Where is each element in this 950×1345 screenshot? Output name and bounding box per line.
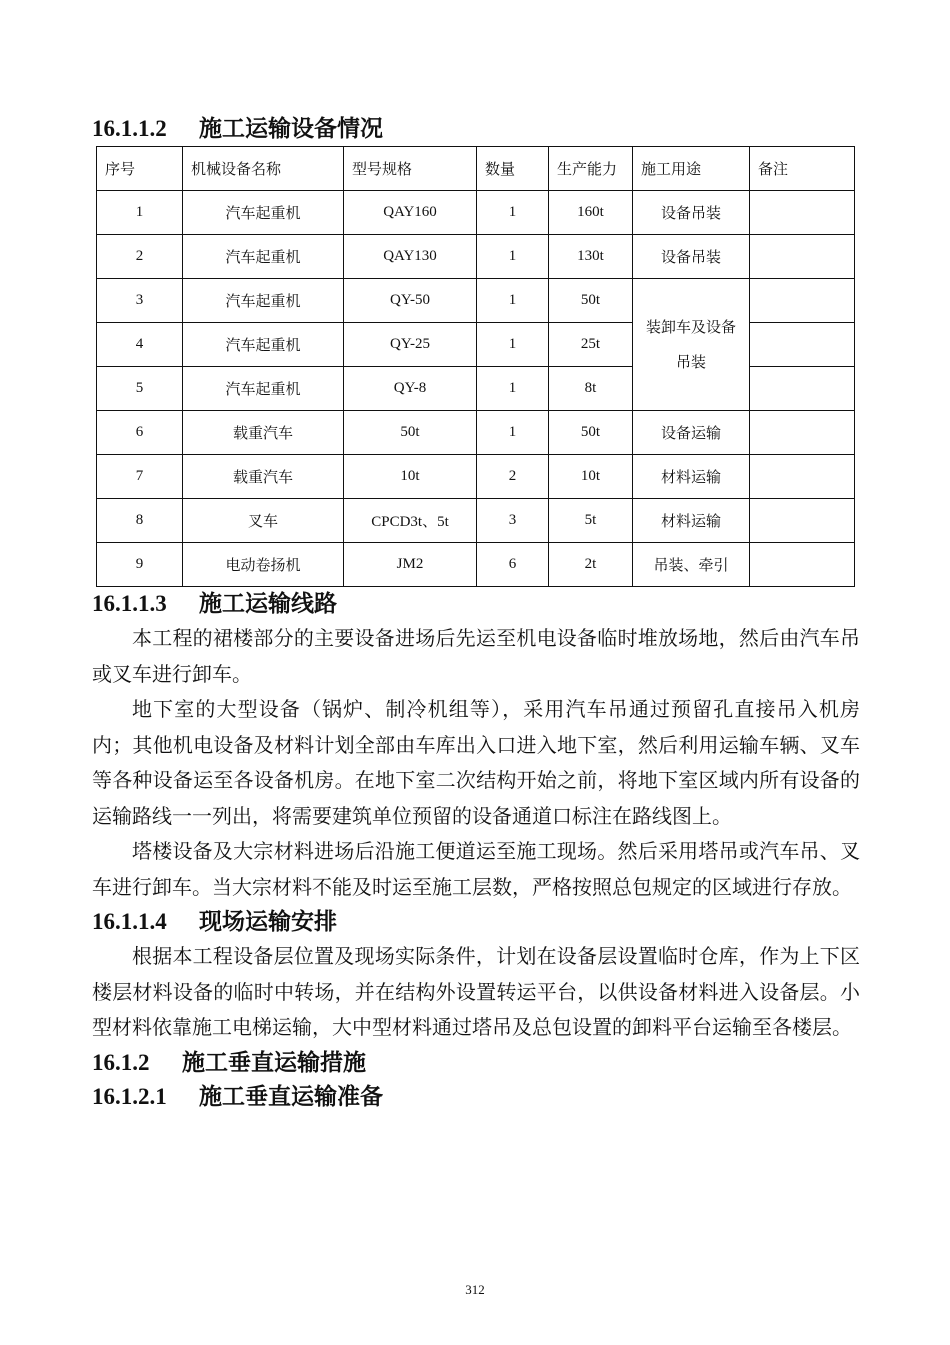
use-cell: 材料运输 xyxy=(633,455,750,499)
row-number-cell: 9 xyxy=(97,543,183,587)
table-header-cell: 型号规格 xyxy=(344,147,477,191)
merged-use-cell: 装卸车及设备吊装 xyxy=(633,279,750,411)
model-cell: QAY160 xyxy=(344,191,477,235)
equipment-name-cell: 汽车起重机 xyxy=(183,279,344,323)
table-row xyxy=(97,279,855,323)
row-number-cell: 2 xyxy=(97,235,183,279)
table-header-row xyxy=(97,147,855,191)
equipment-name-cell: 汽车起重机 xyxy=(183,323,344,367)
quantity-cell: 3 xyxy=(477,499,549,543)
equipment-name-cell: 汽车起重机 xyxy=(183,191,344,235)
capacity-cell: 50t xyxy=(549,279,633,323)
quantity-cell: 1 xyxy=(477,279,549,323)
equipment-name-cell: 汽车起重机 xyxy=(183,235,344,279)
paragraph: 地下室的大型设备（锅炉、制冷机组等），采用汽车吊通过预留孔直接吊入机房内；其他机电设备及材料计划全部由车库出入口进入地下室，然后利用运输车辆、叉车等各种设备运至各设备机房。在地下室二次结构开始之前，将地下室区域内所有设备的运输路线一一列出，将需要建筑单位预留的设备通道口标注在路线图上。 xyxy=(92,697,860,828)
table-header-cell: 数量 xyxy=(477,147,549,191)
table-header-cell: 机械设备名称 xyxy=(183,147,344,191)
table-row xyxy=(97,543,855,587)
quantity-cell: 2 xyxy=(477,455,549,499)
use-cell: 设备吊装 xyxy=(633,191,750,235)
capacity-cell: 10t xyxy=(549,455,633,499)
remark-cell xyxy=(750,191,855,235)
table-header-cell: 生产能力 xyxy=(549,147,633,191)
remark-cell xyxy=(750,323,855,367)
section-heading-16-1-2-1: 16.1.2.1 施工垂直运输准备 xyxy=(92,1082,383,1110)
quantity-cell: 1 xyxy=(477,235,549,279)
table-row xyxy=(97,455,855,499)
equipment-name-cell: 载重汽车 xyxy=(183,455,344,499)
table-row xyxy=(97,499,855,543)
row-number-cell: 8 xyxy=(97,499,183,543)
capacity-cell: 25t xyxy=(549,323,633,367)
paragraph: 本工程的裙楼部分的主要设备进场后先运至机电设备临时堆放场地，然后由汽车吊或叉车进行卸车。 xyxy=(92,626,860,686)
section-heading-16-1-1-2: 16.1.1.2 施工运输设备情况 xyxy=(92,115,383,142)
table-row xyxy=(97,235,855,279)
model-cell: 10t xyxy=(344,455,477,499)
section-heading-16-1-1-4: 16.1.1.4 现场运输安排 xyxy=(92,908,337,935)
model-cell: QY-8 xyxy=(344,367,477,411)
equipment-table xyxy=(96,146,855,587)
table-row xyxy=(97,411,855,455)
use-cell: 材料运输 xyxy=(633,499,750,543)
remark-cell xyxy=(750,455,855,499)
paragraph: 根据本工程设备层位置及现场实际条件，计划在设备层设置临时仓库，作为上下区楼层材料设备的临时中转场，并在结构外设置转运平台，以供设备材料进入设备层。小型材料依靠施工电梯运输，大中型材料通过塔吊及总包设置的卸料平台运输至各楼层。 xyxy=(92,944,860,1039)
quantity-cell: 1 xyxy=(477,323,549,367)
equipment-name-cell: 电动卷扬机 xyxy=(183,543,344,587)
row-number-cell: 7 xyxy=(97,455,183,499)
model-cell: QAY130 xyxy=(344,235,477,279)
model-cell: QY-25 xyxy=(344,323,477,367)
row-number-cell: 5 xyxy=(97,367,183,411)
remark-cell xyxy=(750,543,855,587)
remark-cell xyxy=(750,499,855,543)
capacity-cell: 8t xyxy=(549,367,633,411)
quantity-cell: 6 xyxy=(477,543,549,587)
quantity-cell: 1 xyxy=(477,191,549,235)
table-header-cell: 施工用途 xyxy=(633,147,750,191)
paragraph: 塔楼设备及大宗材料进场后沿施工便道运至施工现场。然后采用塔吊或汽车吊、叉车进行卸车。当大宗材料不能及时运至施工层数，严格按照总包规定的区域进行存放。 xyxy=(92,839,860,899)
table-header-cell: 备注 xyxy=(750,147,855,191)
row-number-cell: 6 xyxy=(97,411,183,455)
equipment-name-cell: 汽车起重机 xyxy=(183,367,344,411)
quantity-cell: 1 xyxy=(477,411,549,455)
section-heading-16-1-1-3: 16.1.1.3 施工运输线路 xyxy=(92,590,337,617)
model-cell: JM2 xyxy=(344,543,477,587)
equipment-name-cell: 载重汽车 xyxy=(183,411,344,455)
row-number-cell: 3 xyxy=(97,279,183,323)
use-cell: 设备吊装 xyxy=(633,235,750,279)
remark-cell xyxy=(750,367,855,411)
use-cell: 吊装、牵引 xyxy=(633,543,750,587)
capacity-cell: 160t xyxy=(549,191,633,235)
use-cell: 设备运输 xyxy=(633,411,750,455)
equipment-name-cell: 叉车 xyxy=(183,499,344,543)
page-number: 312 xyxy=(465,1282,485,1297)
row-number-cell: 1 xyxy=(97,191,183,235)
section-heading-16-1-2: 16.1.2 施工垂直运输措施 xyxy=(92,1048,366,1076)
table-header-cell: 序号 xyxy=(97,147,183,191)
remark-cell xyxy=(750,411,855,455)
capacity-cell: 5t xyxy=(549,499,633,543)
document-page xyxy=(92,112,860,1114)
model-cell: CPCD3t、5t xyxy=(344,499,477,543)
capacity-cell: 130t xyxy=(549,235,633,279)
remark-cell xyxy=(750,279,855,323)
model-cell: 50t xyxy=(344,411,477,455)
remark-cell xyxy=(750,235,855,279)
row-number-cell: 4 xyxy=(97,323,183,367)
capacity-cell: 50t xyxy=(549,411,633,455)
quantity-cell: 1 xyxy=(477,367,549,411)
table-row xyxy=(97,191,855,235)
capacity-cell: 2t xyxy=(549,543,633,587)
model-cell: QY-50 xyxy=(344,279,477,323)
